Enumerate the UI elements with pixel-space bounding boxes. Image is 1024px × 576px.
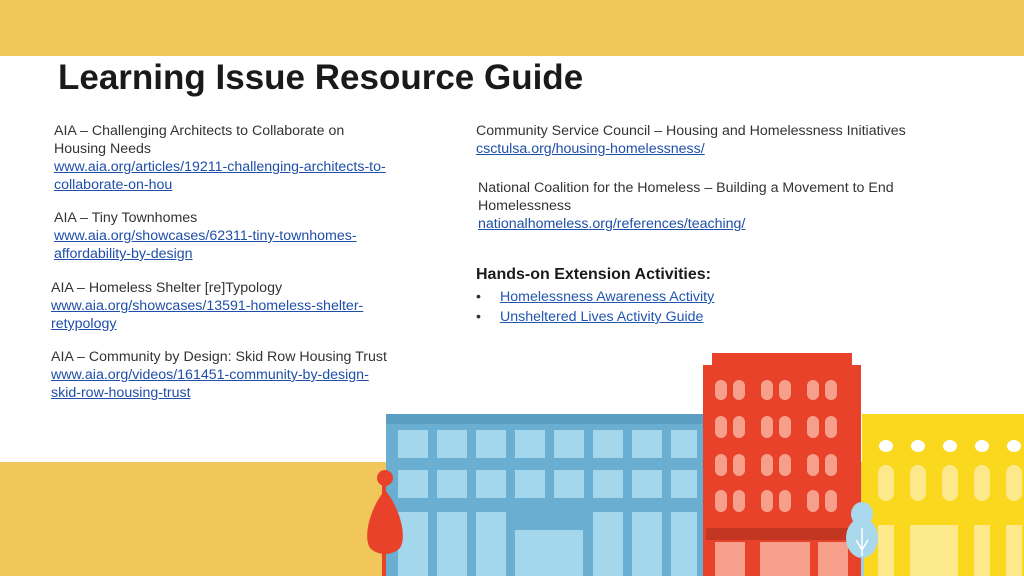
resource-national-coalition	[478, 179, 948, 233]
resource-title: National Coalition for the Homeless – Building a Movement to End Homelessness	[478, 180, 894, 214]
page-title: Learning Issue Resource Guide	[58, 58, 584, 97]
hands-on-heading: Hands-on Extension Activities:	[476, 266, 711, 283]
resource-title: AIA – Community by Design: Skid Row Housing Trust	[51, 349, 387, 365]
resource-title: AIA – Challenging Architects to Collaborate on Housing Needs	[54, 123, 345, 157]
activity-link-unsheltered[interactable]: Unsheltered Lives Activity Guide	[500, 309, 704, 325]
resource-title: AIA – Tiny Townhomes	[54, 210, 198, 226]
bullet: •	[476, 289, 481, 305]
resource-community-service-council	[476, 122, 996, 158]
resource-link[interactable]: www.aia.org/showcases/13591-homeless-shelter-retypology	[51, 298, 364, 332]
resource-aia-tiny-townhomes	[54, 209, 394, 263]
resource-link[interactable]: csctulsa.org/housing-homelessness/	[476, 141, 705, 157]
resource-link[interactable]: www.aia.org/videos/161451-community-by-design-skid-row-housing-trust	[51, 367, 369, 401]
resource-aia-shelter-typology	[51, 279, 391, 333]
resource-aia-skid-row	[51, 348, 391, 402]
resource-title: AIA – Homeless Shelter [re]Typology	[51, 280, 283, 296]
resource-aia-collaborate	[54, 122, 394, 194]
resource-link[interactable]: www.aia.org/showcases/62311-tiny-townhomes-affordability-by-design	[54, 228, 357, 262]
resource-link[interactable]: nationalhomeless.org/references/teaching/	[478, 216, 746, 232]
resource-link[interactable]: www.aia.org/articles/19211-challenging-architects-to-collaborate-on-hou	[54, 159, 386, 193]
activity-link-awareness[interactable]: Homelessness Awareness Activity	[500, 289, 715, 305]
resource-title: Community Service Council – Housing and Homelessness Initiatives	[476, 123, 906, 139]
list-item	[476, 308, 714, 328]
bullet: •	[476, 309, 481, 325]
list-item	[476, 288, 714, 308]
activity-list	[476, 288, 714, 328]
